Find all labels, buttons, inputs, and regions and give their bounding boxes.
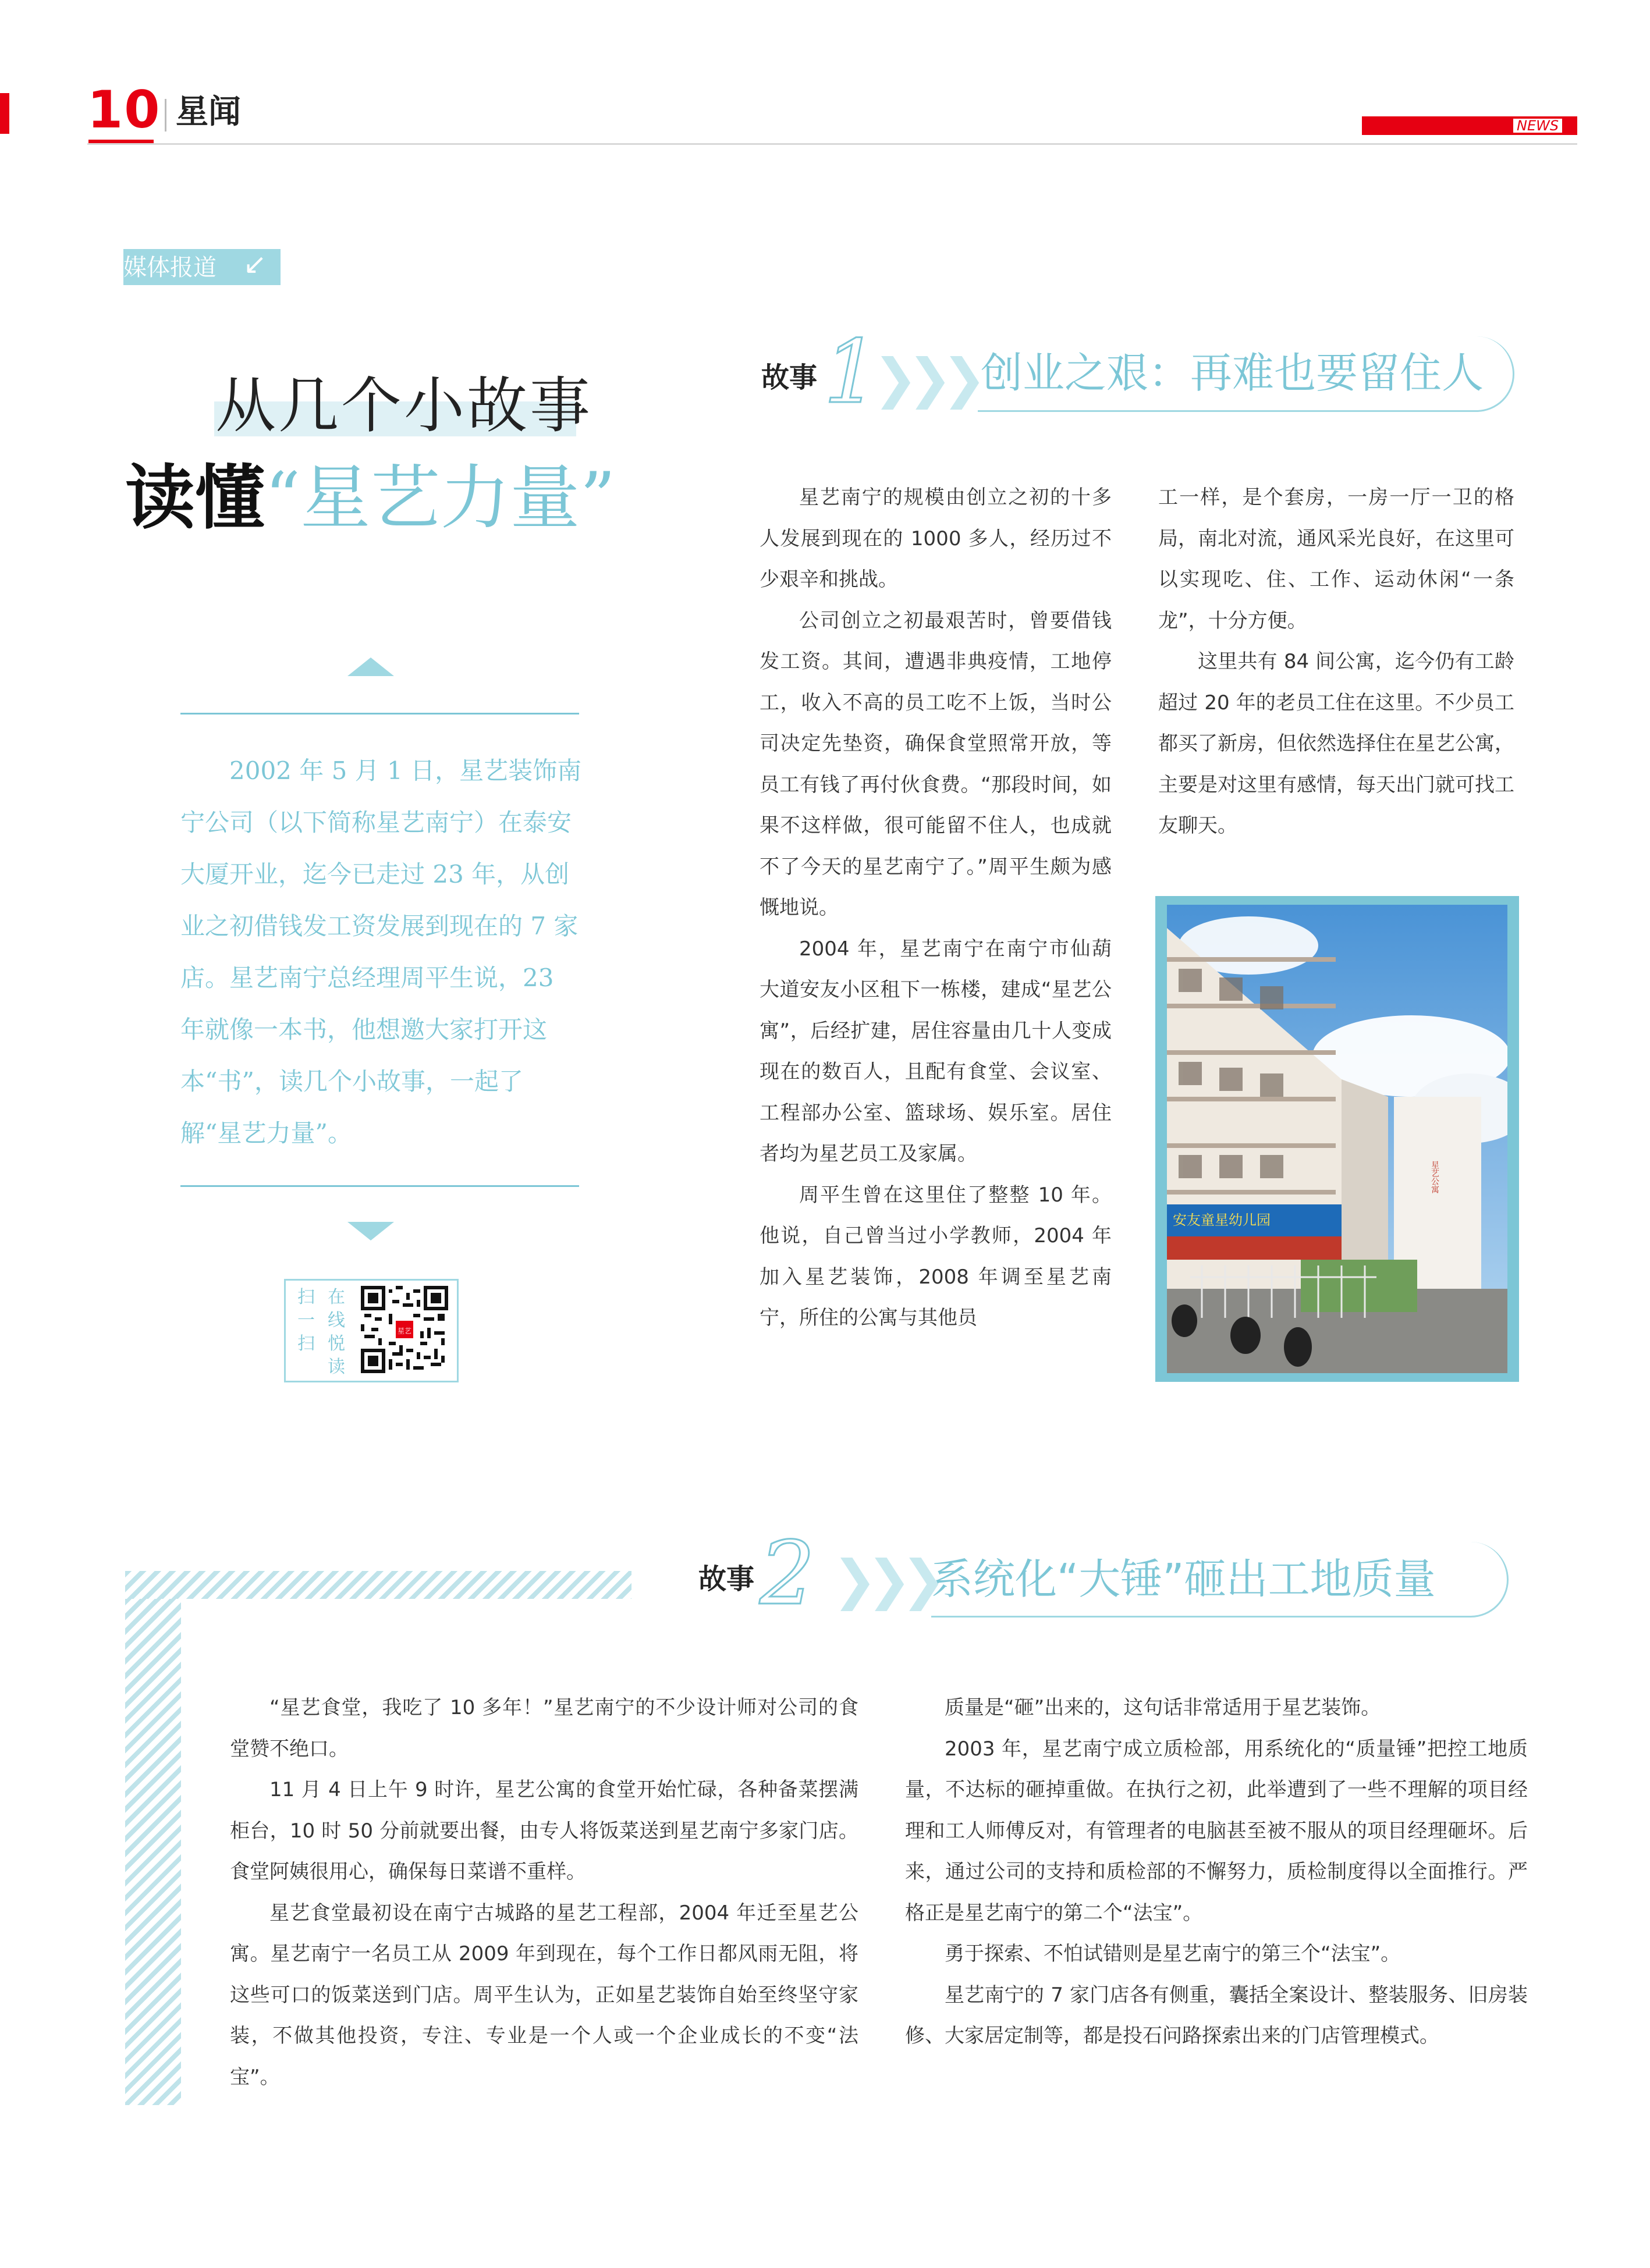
paragraph: 公司创立之初最艰苦时，曾要借钱发工资。其间，遭遇非典疫情，工地停工，收入不高的员工吃不上饭，当时公司决定先垫资，确保食堂照常开放，等员工有钱了再付伙食费。“那段时间，如果不这样做，很可能留不住人，也成就不了今天的星艺南宁了。”周平生颇为感慨地说。 (760, 609, 1112, 919)
paragraph: 星艺食堂最初设在南宁古城路的星艺工程部，2004 年迁至星艺公寓。星艺南宁一名员工从 2009 年到现在，每个工作日都风雨无阻，将这些可口的饭菜送到门店。周平生认为，正如星艺装饰自始至终坚守家装，不做其他投资，专注、专业是一个人或一个企业成长的不变“法宝”。 (230, 1901, 858, 2089)
hatch-decoration-horizontal (125, 1571, 631, 1599)
header-separator (165, 99, 166, 131)
paragraph: “星艺食堂，我吃了 10 多年！”星艺南宁的不少设计师对公司的食堂赞不绝口。 (230, 1696, 858, 1761)
building-photo (1167, 905, 1507, 1373)
title-line-2-prefix: 读懂 (125, 457, 265, 539)
building-sign: 星艺公寓 (1430, 1161, 1439, 1193)
header-rule (87, 143, 1577, 145)
intro-text: 2002 年 5 月 1 日，星艺装饰南宁公司（以下简称星艺南宁）在泰安大厦开业，迄今已走过 23 年，从创业之初借钱发工资发展到现在的 7 家店。星艺南宁总经理周平生说，23 年就像一本书，他想邀大家打开这本“书”，读几个小故事，一起了解“星艺力量”。 (180, 756, 582, 1147)
chevrons-right-icon: ❯❯❯ (873, 347, 977, 410)
section-name: 星闻 (176, 93, 241, 131)
news-label: NEWS (1513, 119, 1562, 133)
media-tag-label: 媒体报道 (123, 254, 217, 281)
story-2-label: 故事 (698, 1563, 755, 1595)
hatch-decoration-vertical (125, 1599, 181, 2105)
paragraph: 这里共有 84 间公寓，迄今仍有工龄超过 20 年的老员工住在这里。不少员工都买了新房，但依然选择住在星艺公寓，主要是对这里有感情，每天出门就可找工友聊天。 (1158, 650, 1514, 837)
story-1-column-1 (760, 477, 1112, 1339)
triangle-down-icon (347, 1222, 394, 1240)
page-number: 10 (87, 80, 161, 140)
qr-caption-scan: 扫 一 扫 (297, 1287, 315, 1354)
title-line-2 (125, 457, 616, 539)
story-2-column-1 (230, 1687, 858, 2098)
title-line-1: 从几个小故事 (215, 370, 593, 441)
qr-caption-read: 在 线 悦 读 (328, 1287, 345, 1377)
story-2-number: 2 (760, 1523, 815, 1624)
paragraph: 星艺南宁的 7 家门店各有侧重，囊括全案设计、整装服务、旧房装修、大家居定制等，都是投石问路探索出来的门店管理模式。 (905, 1983, 1528, 2047)
story-1-title: 创业之艰：再难也要留住人 (981, 349, 1484, 397)
header-red-tab (0, 93, 9, 134)
paragraph: 星艺南宁的规模由创立之初的十多人发展到现在的 1000 多人，经历过不少艰辛和挑战。 (760, 486, 1112, 591)
paragraph: 工一样，是个套房，一房一厅一卫的格局，南北对流，通风采光良好，在这里可以实现吃、住、工作、运动休闲“一条龙”，十分方便。 (1158, 486, 1514, 632)
story-2-column-2 (905, 1687, 1528, 2057)
shop-sign: 安友童星幼儿园 (1173, 1212, 1271, 1228)
paragraph: 2003 年，星艺南宁成立质检部，用系统化的“质量锤”把控工地质量，不达标的砸掉重做。在执行之初，此举遭到了一些不理解的项目经理和工人师傅反对，有管理者的电脑甚至被不服从的项目经理砸坏。后来，通过公司的支持和质检部的不懈努力，质检制度得以全面推行。严格正是星艺南宁的第二个“法宝”。 (905, 1737, 1528, 1925)
qr-code[interactable] (361, 1286, 448, 1373)
chevrons-right-icon: ❯❯❯ (832, 1549, 936, 1611)
story-1-column-2 (1158, 477, 1514, 847)
paragraph: 周平生曾在这里住了整整 10 年。他说，自己曾当过小学教师，2004 年加入星艺装饰，2008 年调至星艺南宁，所住的公寓与其他员 (760, 1183, 1112, 1329)
title-line-2-highlight: “星艺力量” (265, 458, 616, 539)
paragraph: 勇于探索、不怕试错则是星艺南宁的第三个“法宝”。 (945, 1942, 1401, 1965)
story-1-number: 1 (824, 322, 879, 423)
arrow-down-left-icon: ↙ (243, 248, 267, 280)
qr-center-logo: 星艺 (397, 1327, 412, 1335)
intro-rule-top (180, 713, 579, 714)
story-2-title: 系统化“大锤”砸出工地质量 (931, 1555, 1436, 1604)
triangle-up-icon (347, 657, 394, 676)
paragraph: 11 月 4 日上午 9 时许，星艺公寓的食堂开始忙碌，各种备菜摆满柜台，10 时 50 分前就要出餐，由专人将饭菜送到星艺南宁多家门店。食堂阿姨很用心，确保每日菜谱不重样。 (230, 1778, 858, 1883)
story-1-label: 故事 (761, 361, 818, 394)
paragraph: 2004 年，星艺南宁在南宁市仙葫大道安友小区租下一栋楼，建成“星艺公寓”，后经扩建，居住容量由几十人变成现在的数百人，且配有食堂、会议室、工程部办公室、篮球场、娱乐室。居住者均为星艺员工及家属。 (760, 937, 1112, 1165)
paragraph: 质量是“砸”出来的，这句话非常适用于星艺装饰。 (945, 1696, 1381, 1719)
intro-rule-bottom (180, 1185, 579, 1187)
